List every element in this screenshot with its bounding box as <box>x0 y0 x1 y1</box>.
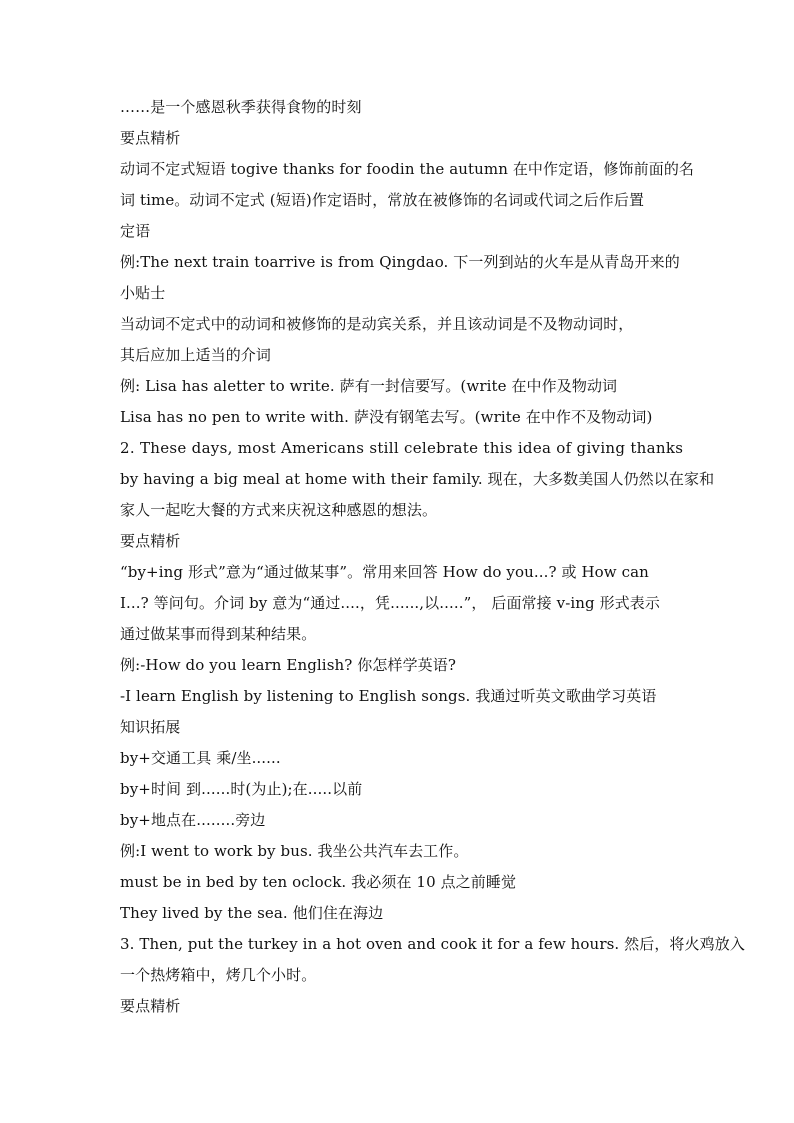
example-line: 例: Lisa has aletter to write. 萨有一封信要写。(write 在中作及物动词 <box>120 377 618 395</box>
sentence-line: 3. Then, put the turkey in a hot oven and cook it for a few hours. 然后，将火鸡放入 <box>120 935 745 953</box>
text-line: “by+ing 形式”意为“通过做某事”。常用来回答 How do you...? 或 How can <box>120 563 649 581</box>
text-line: 一个热烤箱中，烤几个小时。 <box>120 966 317 984</box>
example-line: Lisa has no pen to write with. 萨没有钢笔去写。(write 在中作不及物动词) <box>120 408 653 426</box>
text-line: 词 time。动词不定式 (短语)作定语时，常放在被修饰的名词或代词之后作后置 <box>120 191 645 209</box>
section-heading: 要点精析 <box>120 129 181 147</box>
example-line: They lived by the sea. 他们住在海边 <box>120 904 384 922</box>
example-line: 例:-How do you learn English? 你怎样学英语? <box>120 656 457 674</box>
section-heading: 要点精析 <box>120 532 181 550</box>
text-line: 动词不定式短语 togive thanks for foodin the autumn 在中作定语，修饰前面的名 <box>120 160 695 178</box>
text-line: 家人一起吃大餐的方式来庆祝这种感恩的想法。 <box>120 501 438 519</box>
text-line: by+交通工具 乘/坐...... <box>120 749 281 767</box>
section-heading: 要点精析 <box>120 997 181 1015</box>
text-line: ……是一个感恩秋季获得食物的时刻 <box>120 98 362 116</box>
text-line: 通过做某事而得到某种结果。 <box>120 625 317 643</box>
text-line: 当动词不定式中的动词和被修饰的是动宾关系，并且该动词是不及物动词时， <box>120 315 634 333</box>
example-line: 例:The next train toarrive is from Qingdao. 下一列到站的火车是从青岛开来的 <box>120 253 680 271</box>
text-line: by+地点在........旁边 <box>120 811 266 829</box>
section-heading: 小贴士 <box>120 284 166 302</box>
document-body <box>120 92 745 1022</box>
text-line: I...? 等问句。介词 by 意为“通过....，凭......,以.....”， 后面常接 v-ing 形式表示 <box>120 594 660 612</box>
text-line: 其后应加上适当的介词 <box>120 346 272 364</box>
text-line: by+时间 到......时(为止);在.....以前 <box>120 780 363 798</box>
section-heading: 知识拓展 <box>120 718 181 736</box>
sentence-line: 2. These days, most Americans still celebrate this idea of giving thanks <box>120 439 684 457</box>
example-line: -I learn English by listening to English songs. 我通过听英文歌曲学习英语 <box>120 687 657 705</box>
example-line: must be in bed by ten oclock. 我必须在 10 点之前睡觉 <box>120 873 517 891</box>
example-line: 例:I went to work by bus. 我坐公共汽车去工作。 <box>120 842 469 860</box>
sentence-line: by having a big meal at home with their family. 现在，大多数美国人仍然以在家和 <box>120 470 715 488</box>
text-line: 定语 <box>120 222 151 240</box>
